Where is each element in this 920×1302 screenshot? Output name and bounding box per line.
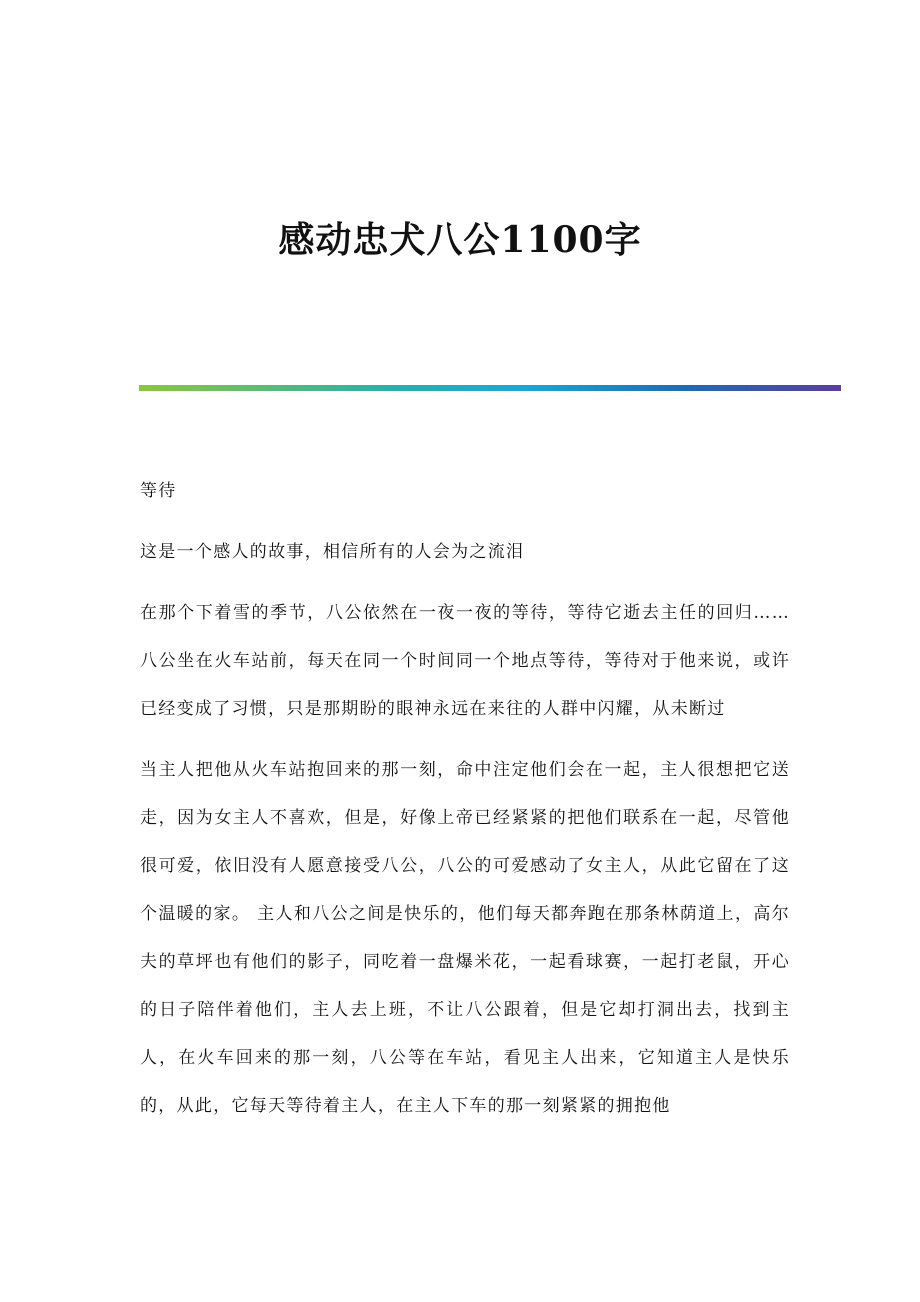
document-body bbox=[140, 467, 790, 1143]
paragraph: 在那个下着雪的季节，八公依然在一夜一夜的等待，等待它逝去主任的回归…… 八公坐在火车站前，每天在同一个时间同一个地点等待，等待对于他来说，或许已经变成了习惯，只是那期盼的眼神永远在来往的人群中闪耀，从未断过 bbox=[140, 603, 790, 719]
paragraph-heading: 等待 bbox=[140, 481, 177, 501]
document-title: 感动忠犬八公1100字 bbox=[278, 219, 642, 261]
paragraph: 这是一个感人的故事，相信所有的人会为之流泪 bbox=[140, 542, 525, 562]
title-divider bbox=[139, 385, 841, 391]
paragraph: 当主人把他从火车站抱回来的那一刻，命中注定他们会在一起，主人很想把它送走，因为女主人不喜欢，但是，好像上帝已经紧紧的把他们联系在一起，尽管他很可爱，依旧没有人愿意接受八公，八公的可爱感动了女主人，从此它留在了这个温暖的家。 主人和八公之间是快乐的，他们每天都奔跑在那条林荫道上，高尔夫的草坪也有他们的影子，同吃着一盘爆米花，一起看球赛，一起打老鼠，开心的日子陪伴着他们，主人去上班，不让八公跟着，但是它却打洞出去，找到主人，在火车回来的那一刻，八公等在车站，看见主人出来，它知道主人是快乐的，从此，它每天等待着主人，在主人下车的那一刻紧紧的拥抱他 bbox=[140, 760, 790, 1116]
